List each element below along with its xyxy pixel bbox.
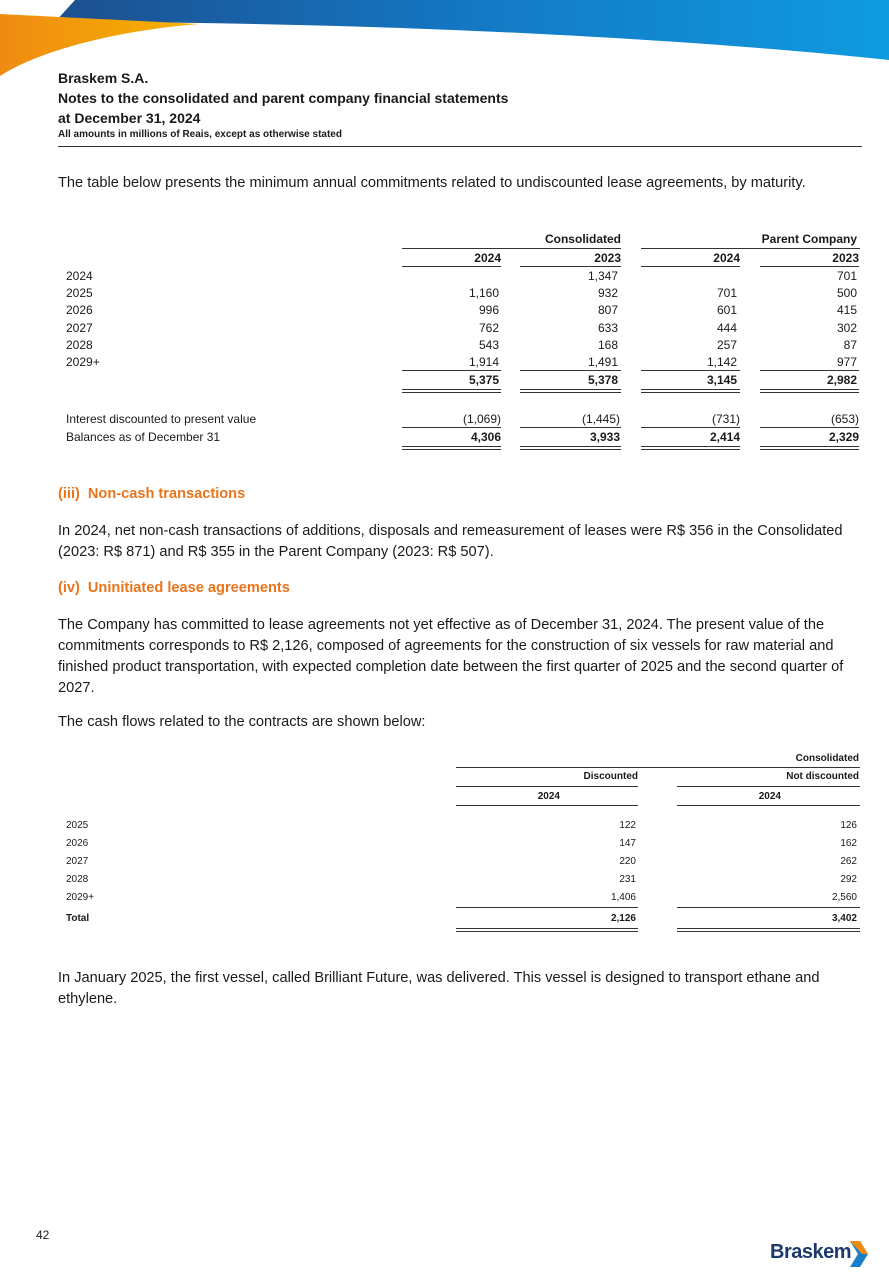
double-rule bbox=[456, 928, 638, 932]
col-title-not-discounted: Not discounted bbox=[786, 771, 859, 782]
rule bbox=[402, 370, 501, 371]
cell: 500 bbox=[836, 286, 857, 300]
rule bbox=[760, 266, 859, 267]
total-cell: 2,126 bbox=[610, 913, 636, 924]
group-parent: Parent Company bbox=[761, 232, 857, 246]
rule bbox=[520, 266, 621, 267]
amounts-note: All amounts in millions of Reais, except as otherwise stated bbox=[58, 129, 342, 140]
intro-paragraph: The table below presents the minimum annual commitments related to undiscounted lease agreements, by maturity. bbox=[58, 175, 806, 191]
double-rule bbox=[641, 446, 740, 450]
header-rule bbox=[58, 146, 862, 147]
cash-flows-paragraph: The cash flows related to the contracts are shown below: bbox=[58, 714, 426, 730]
rule bbox=[641, 266, 740, 267]
rule bbox=[456, 767, 860, 768]
row-label: 2026 bbox=[66, 838, 89, 849]
cell: 1,347 bbox=[587, 269, 618, 283]
cell: 601 bbox=[716, 303, 737, 317]
double-rule bbox=[402, 389, 501, 393]
rule bbox=[520, 370, 621, 371]
cell: 543 bbox=[478, 338, 499, 352]
rule bbox=[520, 427, 621, 428]
cell: 415 bbox=[836, 303, 857, 317]
cell: 633 bbox=[597, 321, 618, 335]
rule bbox=[641, 370, 740, 371]
col-year: 2024 bbox=[537, 791, 560, 802]
double-rule bbox=[520, 389, 621, 393]
document-date: at December 31, 2024 bbox=[58, 110, 201, 126]
cell: 1,491 bbox=[587, 355, 618, 369]
double-rule bbox=[677, 928, 860, 932]
document-title: Notes to the consolidated and parent company financial statements bbox=[58, 90, 509, 106]
rule bbox=[402, 248, 621, 249]
logo-wordmark: Braskem bbox=[770, 1241, 852, 1263]
cell: 807 bbox=[597, 303, 618, 317]
cell: 168 bbox=[597, 338, 618, 352]
row-label: 2029+ bbox=[66, 892, 95, 903]
balance-cell: 2,414 bbox=[709, 430, 740, 444]
cell: 122 bbox=[619, 820, 636, 831]
cell: 1,160 bbox=[468, 286, 499, 300]
balance-cell: 2,329 bbox=[828, 430, 859, 444]
non-cash-paragraph: In 2024, net non-cash transactions of additions, disposals and remeasurement of leases were R$ 356 in the Consolidated (2023: R$ 871) and R$ 355 in the Parent Company (2023: R$ 507). bbox=[58, 523, 843, 560]
col-header: 2024 bbox=[474, 251, 501, 265]
rule bbox=[456, 805, 638, 806]
rule bbox=[402, 427, 501, 428]
cell: 262 bbox=[840, 856, 857, 867]
rule bbox=[677, 907, 860, 908]
cell: 762 bbox=[478, 321, 499, 335]
rule bbox=[456, 786, 638, 787]
total-cell: 2,982 bbox=[826, 373, 857, 387]
balance-cell: 3,933 bbox=[589, 430, 620, 444]
uninitiated-paragraph: The Company has committed to lease agreements not yet effective as of December 31, 2024. The present value of the commitments corresponds to R$ 2,126, composed of agreements for the construction of six vessels for raw material and finished product transportation, with expected completion date between the first quarter of 2025 and the second quarter of 2027. bbox=[58, 617, 844, 696]
cell: 147 bbox=[619, 838, 636, 849]
section-title: Uninitiated lease agreements bbox=[87, 580, 290, 596]
row-label: 2025 bbox=[66, 286, 93, 300]
cell: 87 bbox=[843, 338, 857, 352]
rule bbox=[760, 427, 859, 428]
rule bbox=[760, 370, 859, 371]
balances-label: Balances as of December 31 bbox=[66, 430, 221, 444]
interest-label: Interest discounted to present value bbox=[66, 412, 257, 426]
cell: 1,914 bbox=[468, 355, 499, 369]
cell: 1,142 bbox=[706, 355, 737, 369]
col-header: 2023 bbox=[594, 251, 621, 265]
braskem-logo bbox=[770, 1237, 870, 1269]
row-label: 2024 bbox=[66, 269, 93, 283]
col-header: 2024 bbox=[713, 251, 740, 265]
cell: (1,445) bbox=[581, 412, 620, 426]
document-header bbox=[58, 68, 862, 142]
double-rule bbox=[641, 389, 740, 393]
section-heading-uninitiated bbox=[58, 580, 290, 596]
section-number: (iii) bbox=[58, 486, 80, 502]
rule bbox=[641, 248, 860, 249]
cell: (653) bbox=[830, 412, 859, 426]
cell: 932 bbox=[597, 286, 618, 300]
group-consolidated: Consolidated bbox=[795, 753, 859, 764]
rule bbox=[677, 786, 860, 787]
cell: 257 bbox=[716, 338, 737, 352]
rule bbox=[677, 805, 860, 806]
cell: 1,406 bbox=[610, 892, 636, 903]
total-label: Total bbox=[66, 913, 90, 924]
closing-paragraph: In January 2025, the first vessel, called Brilliant Future, was delivered. This vessel is designed to transport ethane and ethylene. bbox=[58, 970, 820, 1007]
total-cell: 3,145 bbox=[706, 373, 737, 387]
total-cell: 5,378 bbox=[587, 373, 618, 387]
col-header: 2023 bbox=[832, 251, 859, 265]
double-rule bbox=[760, 446, 859, 450]
row-label: 2028 bbox=[66, 874, 89, 885]
cell: 977 bbox=[836, 355, 857, 369]
rule bbox=[402, 266, 501, 267]
cell: 162 bbox=[840, 838, 857, 849]
cell: 231 bbox=[619, 874, 636, 885]
double-rule bbox=[760, 389, 859, 393]
double-rule bbox=[402, 446, 501, 450]
cell: 701 bbox=[836, 269, 857, 283]
cell: 220 bbox=[619, 856, 636, 867]
double-rule bbox=[520, 446, 621, 450]
cell: 302 bbox=[836, 321, 857, 335]
cell: 126 bbox=[840, 820, 857, 831]
row-label: 2027 bbox=[66, 321, 93, 335]
company-name: Braskem S.A. bbox=[58, 70, 149, 86]
row-label: 2027 bbox=[66, 856, 89, 867]
page-number: 42 bbox=[36, 1228, 50, 1242]
row-label: 2026 bbox=[66, 303, 93, 317]
section-number: (iv) bbox=[58, 580, 80, 596]
row-label: 2025 bbox=[66, 820, 89, 831]
section-heading-non-cash bbox=[58, 486, 245, 502]
cell: 2,560 bbox=[831, 892, 857, 903]
total-cell: 5,375 bbox=[468, 373, 499, 387]
row-label: 2029+ bbox=[66, 355, 100, 369]
col-year: 2024 bbox=[758, 791, 781, 802]
balance-cell: 4,306 bbox=[470, 430, 501, 444]
cell: 292 bbox=[840, 874, 857, 885]
cell: 996 bbox=[478, 303, 499, 317]
cell: 701 bbox=[716, 286, 737, 300]
rule bbox=[456, 907, 638, 908]
cell: (731) bbox=[711, 412, 740, 426]
total-cell: 3,402 bbox=[831, 913, 857, 924]
section-title: Non-cash transactions bbox=[87, 486, 246, 502]
rule bbox=[641, 427, 740, 428]
row-label: 2028 bbox=[66, 338, 93, 352]
logo-chevron-icon bbox=[848, 1239, 870, 1269]
col-title-discounted: Discounted bbox=[583, 771, 638, 782]
cell: 444 bbox=[716, 321, 737, 335]
cell: (1,069) bbox=[462, 412, 501, 426]
group-consolidated: Consolidated bbox=[544, 232, 621, 246]
